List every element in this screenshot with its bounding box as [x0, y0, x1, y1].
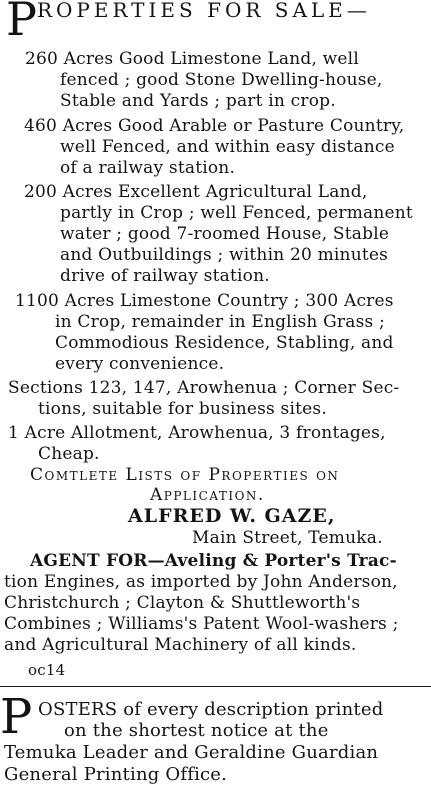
- listing-1-line-3: Stable and Yards ; part in crop.: [60, 91, 336, 111]
- listing-3-line-5: drive of railway station.: [60, 266, 270, 286]
- agent-for-line-2: tion Engines, as imported by John Anderson,: [4, 572, 398, 592]
- heading-text: ROPERTIES FOR SALE—: [36, 0, 371, 22]
- complete-lists-line-1: Comtlete Lists of Properties on: [30, 465, 340, 485]
- listing-2-line-3: of a railway station.: [60, 158, 236, 178]
- listing-4-line-3: Commodious Residence, Stabling, and: [55, 333, 394, 353]
- insertion-code: oc14: [28, 661, 66, 679]
- listing-2-line-2: well Fenced, and within easy distance: [60, 137, 395, 157]
- agent-for-line-3: Christchurch ; Clayton & Shuttleworth's: [4, 593, 361, 613]
- posters-line-4: General Printing Office.: [4, 764, 228, 785]
- listing-6-line-2: Cheap.: [38, 444, 100, 464]
- agent-for-line-5: and Agricultural Machinery of all kinds.: [4, 635, 357, 655]
- agent-for-line-4: Combines ; Williams's Patent Wool-washers ;: [4, 614, 399, 634]
- agent-for-text: AGENT FOR—Aveling & Porter's Trac-: [30, 551, 397, 571]
- agent-for-line-1: [30, 551, 397, 571]
- listing-2-line-1: 460 Acres Good Arable or Pasture Country,: [24, 116, 405, 136]
- agent-name: ALFRED W. GAZE,: [128, 505, 336, 527]
- complete-lists-line-2: Application.: [150, 485, 265, 505]
- listing-5-line-1: Sections 123, 147, Arowhenua ; Corner Sec-: [8, 378, 400, 398]
- heading-drop-cap: P: [6, 0, 37, 46]
- listing-3-line-4: and Outbuildings ; within 20 minutes: [60, 245, 389, 265]
- posters-drop-cap: P: [0, 689, 33, 745]
- ad-heading: [6, 0, 371, 46]
- agent-address: Main Street, Temuka.: [192, 528, 383, 548]
- posters-line-1: OSTERS of every description printed: [38, 699, 384, 720]
- listing-1-line-2: fenced ; good Stone Dwelling-house,: [60, 70, 383, 90]
- posters-line-2: on the shortest notice at the: [64, 720, 329, 741]
- listing-3-line-3: water ; good 7-roomed House, Stable: [60, 224, 390, 244]
- listing-4-line-4: every convenience.: [55, 354, 225, 374]
- listing-3-line-2: partly in Crop ; well Fenced, permanent: [60, 203, 413, 223]
- posters-line-3: Temuka Leader and Geraldine Guardian: [4, 742, 379, 763]
- listing-1-line-1: 260 Acres Good Limestone Land, well: [25, 49, 359, 69]
- listing-6-line-1: 1 Acre Allotment, Arowhenua, 3 frontages,: [8, 423, 386, 443]
- listing-3-line-1: 200 Acres Excellent Agricultural Land,: [24, 182, 368, 202]
- listing-4-line-1: 1100 Acres Limestone Country ; 300 Acres: [15, 291, 394, 311]
- listing-5-line-2: tions, suitable for business sites.: [38, 399, 327, 419]
- listing-4-line-2: in Crop, remainder in English Grass ;: [55, 312, 385, 332]
- divider-rule: [0, 686, 431, 687]
